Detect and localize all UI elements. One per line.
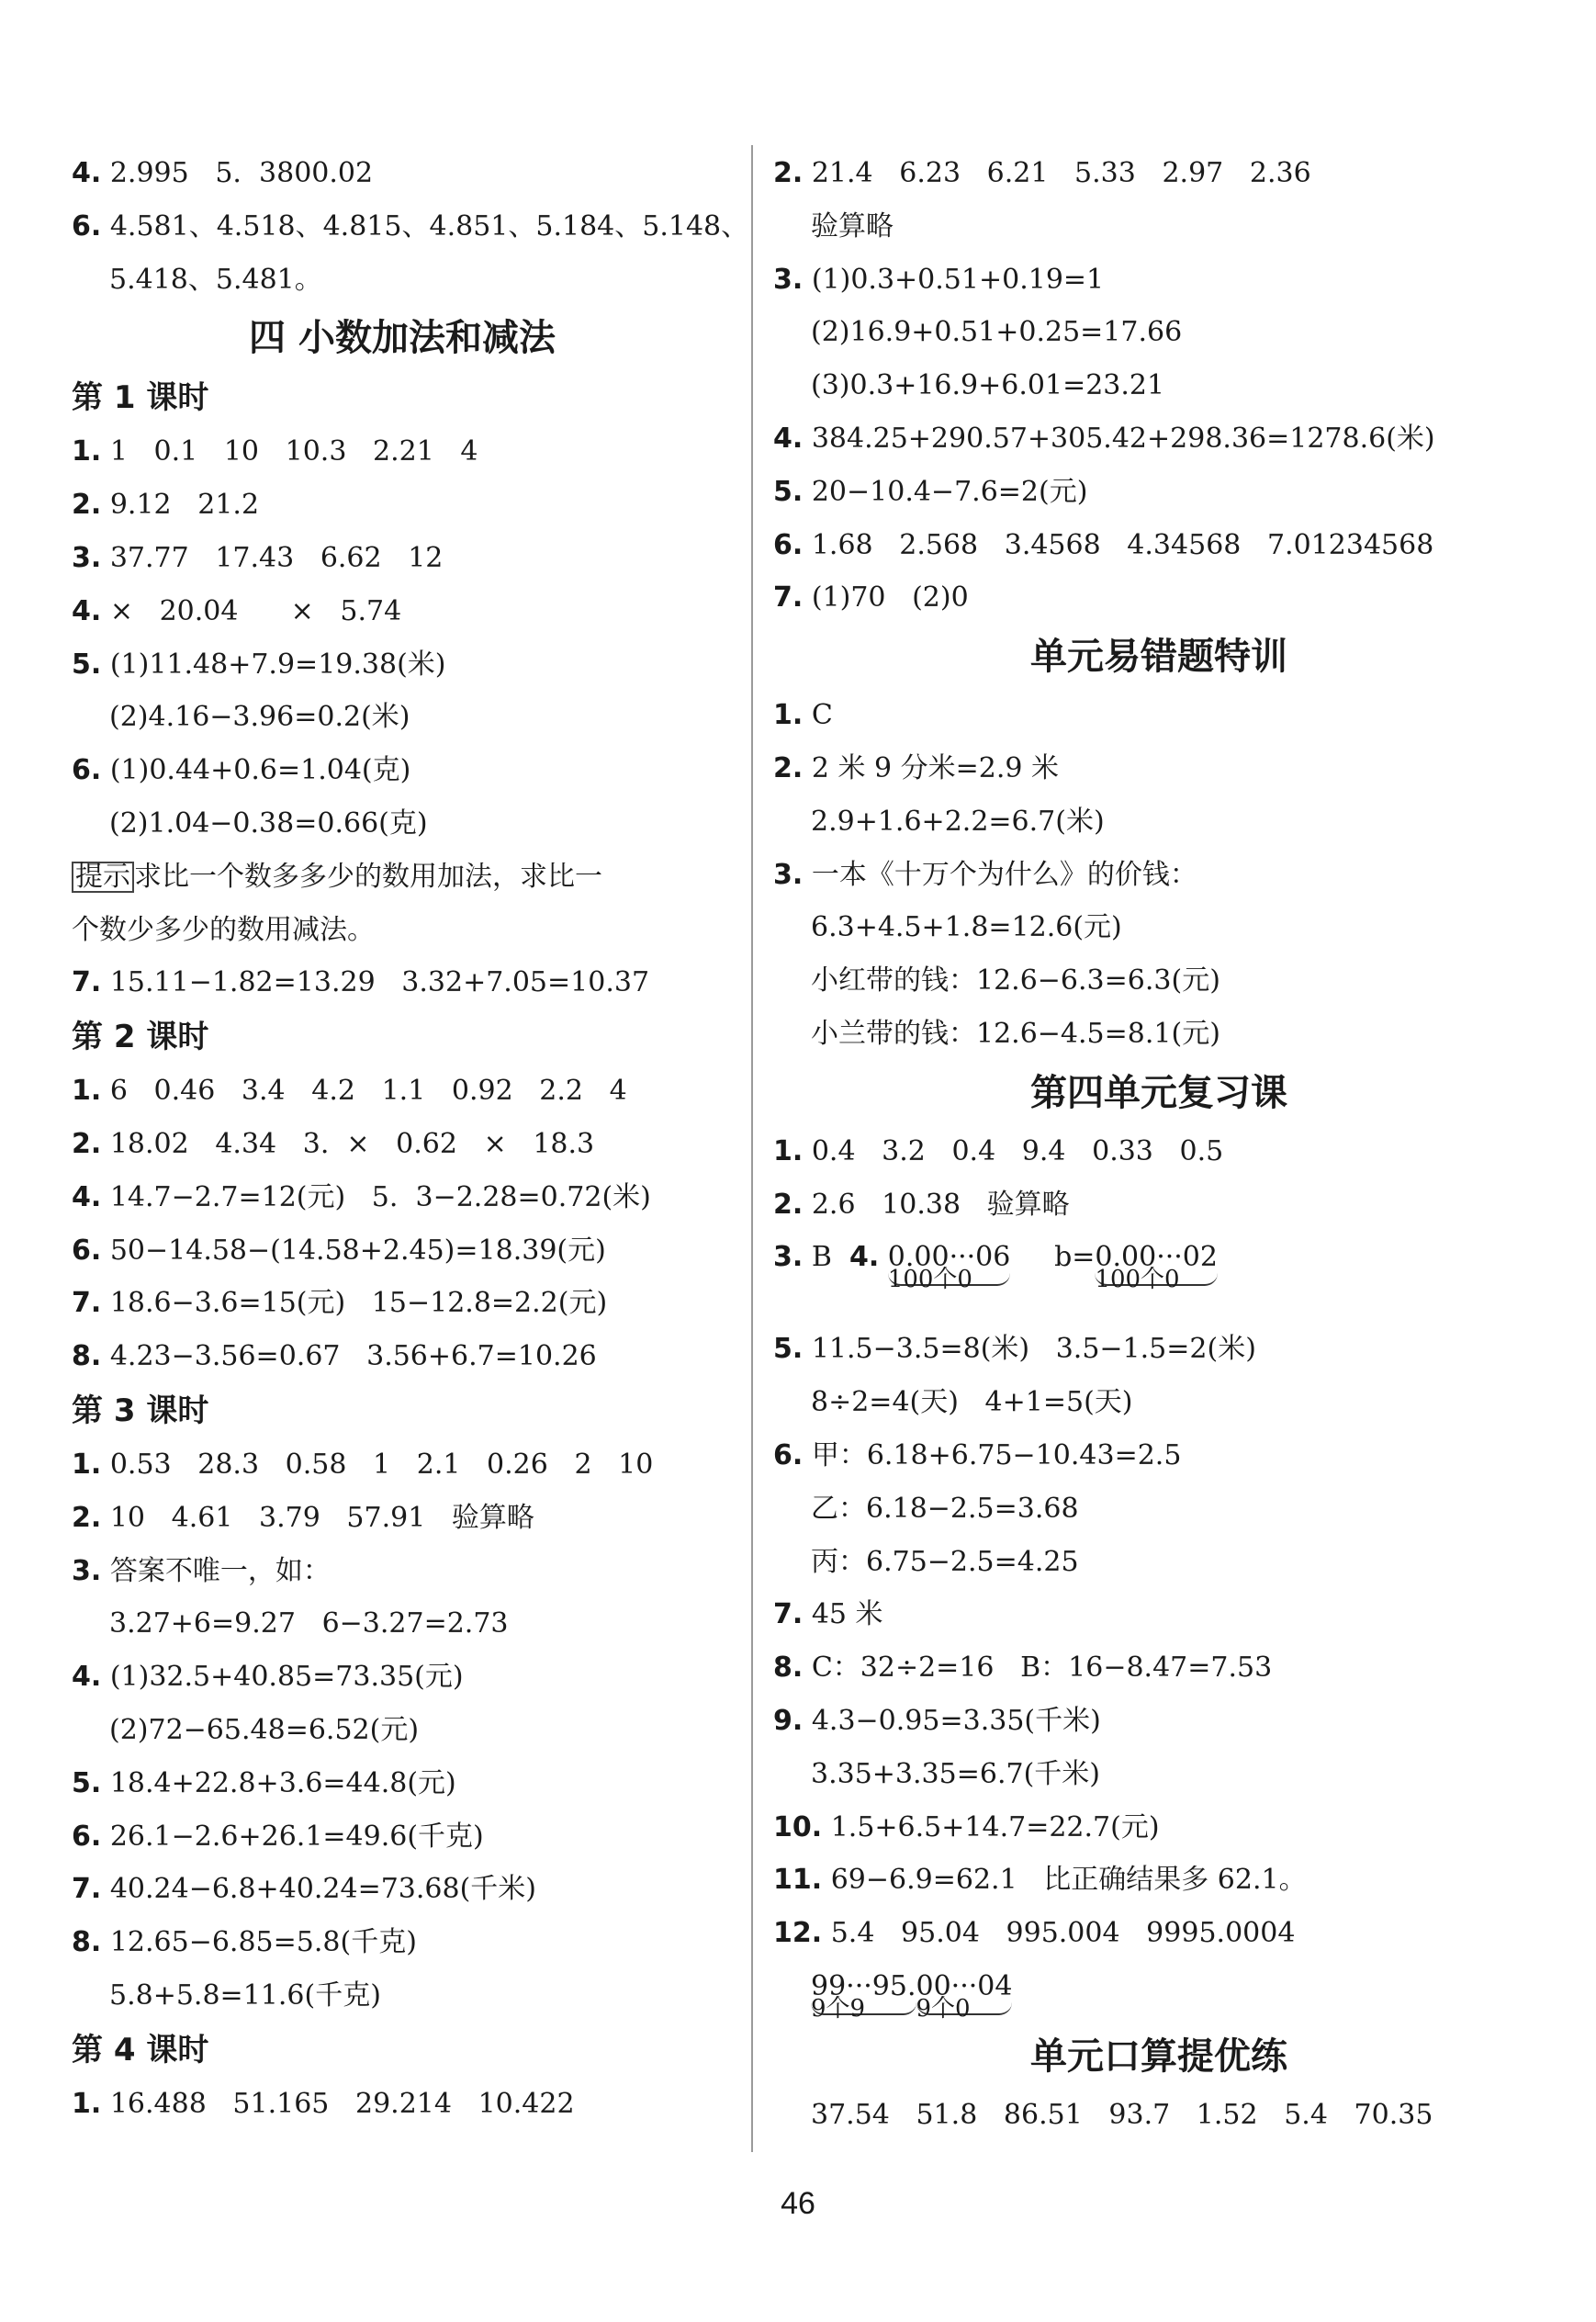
lesson-4-cont-line [773,359,1545,412]
prev-answers-line [72,147,733,200]
errors-line [773,689,1545,742]
item-number: 2. [72,1127,102,1160]
brace-value: 99···95. [811,1960,916,2015]
item-number: 8. [72,1340,102,1373]
item-text: (1)32.5+40.85=73.35(元) [109,1661,464,1694]
prev-answers-line [72,254,733,307]
review-section-title: 第四单元复习课 [1030,1071,1287,1114]
review-line [773,1376,1545,1429]
item-text: (1)0.44+0.6=1.04(克) [109,754,411,787]
lesson-3-title: 第 3 课时 [72,1392,209,1429]
lesson-4-title: 第 4 课时 [72,2031,209,2068]
item-text: 6.3+4.5+1.8=12.6(元) [811,911,1122,944]
item-text: 乙：6.18−2.5=3.68 [811,1492,1079,1525]
item-text: 0.53 28.3 0.58 1 2.1 0.26 2 10 [109,1448,654,1481]
column-divider [751,145,753,2152]
item-text: (2)72−65.48=6.52(元) [109,1713,420,1746]
review-line [773,1482,1545,1536]
lesson-4-cont-line [773,254,1545,307]
item-text: 2.6 10.38 验算略 [811,1188,1070,1221]
item-text: 9.12 21.2 [109,489,260,522]
item-number: 1. [72,1075,102,1108]
item-text: 小兰带的钱：12.6−4.5=8.1(元) [811,1017,1220,1050]
item-text: 答案不唯一，如： [109,1554,331,1587]
lesson-4-cont-line [773,412,1545,466]
brace-value: 0.00···02 [1095,1231,1218,1286]
lesson-1-line [72,532,733,585]
item-text: (1)70 (2)0 [811,581,969,614]
errors-section-title: 单元易错题特训 [1030,636,1287,679]
item-text: 40.24−6.8+40.24=73.68(千米) [109,1873,537,1906]
lesson-4-cont-line [773,519,1545,572]
item-text: 8÷2=4(天) 4+1=5(天) [811,1386,1133,1419]
lesson-1-line [72,479,733,532]
item-text: 甲：6.18+6.75−10.43=2.5 [811,1438,1182,1471]
item-number: 5. [72,1766,102,1799]
item-number: 12. [773,1917,823,1950]
lesson-4-cont-line [773,147,1545,200]
item-text: 验算略 [811,209,894,242]
review-line [773,1854,1545,1907]
lesson-4-cont-line [773,200,1545,254]
lesson-4-line [72,2078,733,2131]
item-number: 6. [72,209,102,242]
item-text: 26.1−2.6+26.1=49.6(千克) [109,1820,484,1853]
braced-number [811,1960,916,2023]
braced-number [887,1231,1011,1294]
lesson-3-line [72,1969,733,2023]
item-number: 2. [773,751,804,784]
left-column [72,147,749,2131]
lesson-2-line [72,1171,733,1224]
item-number: 8. [773,1651,804,1685]
review-line [773,1323,1545,1376]
braced-number [1095,1231,1218,1294]
item-text: 37.77 17.43 6.62 12 [109,541,444,574]
right-column [773,147,1545,2142]
item-text: 小红带的钱：12.6−6.3=6.3(元) [811,964,1220,998]
item-text: 2.9+1.6+2.2=6.7(米) [811,805,1105,838]
item-text: (2)1.04−0.38=0.66(克) [109,806,428,840]
item-text: 1.68 2.568 3.4568 4.34568 7.01234568 [811,528,1434,561]
lesson-1-line [72,797,733,851]
review-line [773,1748,1545,1801]
lesson-2-line [72,1118,733,1171]
item-text: 一本《十万个为什么》的价钱： [811,858,1197,891]
item-text: 3.35+3.35=6.7(千米) [811,1757,1100,1790]
item-text: 1.5+6.5+14.7=22.7(元) [830,1810,1160,1843]
item-text: 16.488 51.165 29.214 10.422 [109,2087,575,2120]
lesson-1-line [72,691,733,744]
review-line [773,1695,1545,1748]
braced-number [916,1960,1013,2023]
item-number: 11. [773,1864,823,1897]
item-text: 6 0.46 3.4 4.2 1.1 0.92 2.2 4 [109,1075,627,1108]
item-text: (2)16.9+0.51+0.25=17.66 [811,316,1183,349]
brace-label: 9个9 [811,1994,866,2023]
review-line [773,1536,1545,1589]
lesson-3-line [72,1545,733,1598]
brace-value: 0.00···06 [888,1231,1011,1286]
lesson-1-line [72,585,733,638]
lesson-4-cont-line [773,306,1545,359]
item-number: 5. [773,475,804,508]
review-line [773,1641,1545,1695]
item-number: 2. [773,1188,804,1221]
item-text: 50−14.58−(14.58+2.45)=18.39(元) [109,1234,606,1267]
errors-line [773,795,1545,849]
lesson-3-line [72,1757,733,1810]
item-number: 2. [773,157,804,189]
item-text: b= [1054,1241,1096,1274]
item-text: 5.418、5.481。 [109,263,322,296]
item-text: 3.27+6=9.27 6−3.27=2.73 [109,1607,509,1640]
item-number: 10. [773,1810,823,1843]
item-text: 18.6−3.6=15(元) 15−12.8=2.2(元) [109,1287,608,1320]
review-line [773,1588,1545,1641]
item-number: 4. [773,422,804,455]
item-text: (1)0.3+0.51+0.19=1 [811,263,1105,296]
lesson-2-line [72,1277,733,1330]
item-number: 1. [72,435,102,468]
hint-line [72,904,733,957]
item-number: 4. [72,594,102,627]
item-number: 7. [773,581,804,614]
lesson-2-line [72,1224,733,1278]
item-text: (3)0.3+16.9+6.01=23.21 [811,369,1165,402]
review-line [773,1231,1545,1323]
item-text: × 20.04 × 5.74 [109,594,402,627]
item-text: 11.5−3.5=8(米) 3.5−1.5=2(米) [811,1333,1256,1366]
item-number: 6. [773,1438,804,1471]
lesson-1-line [72,638,733,692]
item-number: 4. [72,1180,102,1213]
item-number: 7. [72,1873,102,1906]
item-text: (1)11.48+7.9=19.38(米) [109,648,446,681]
item-text: (2)4.16−3.96=0.2(米) [109,701,410,734]
item-text: 15.11−1.82=13.29 3.32+7.05=10.37 [109,966,650,999]
errors-line [773,901,1545,954]
item-text: 2 米 9 分米=2.9 米 [811,751,1059,784]
hint-line [72,851,733,904]
hint-tag: 提示 [72,862,134,893]
brace-label: 100个0 [887,1266,972,1294]
item-number: 1. [72,1448,102,1481]
item-text: C：32÷2=16 B：16−8.47=7.53 [811,1651,1273,1685]
lesson-2-line [72,1065,733,1118]
item-text: 0.4 3.2 0.4 9.4 0.33 0.5 [811,1134,1224,1167]
item-text: 14.7−2.7=12(元) 5. 3−2.28=0.72(米) [109,1180,651,1213]
lesson-3-line [72,1863,733,1916]
review-line [773,1125,1545,1178]
item-text: 4.23−3.56=0.67 3.56+6.7=10.26 [109,1340,597,1373]
item-text: 4.3−0.95=3.35(千米) [811,1704,1101,1737]
item-number: 7. [72,1287,102,1320]
lesson-2-title: 第 2 课时 [72,1019,209,1056]
item-text: 4.581、4.518、4.815、4.851、5.184、5.148、 [109,209,749,242]
oral-section-title: 单元口算提优练 [1030,2035,1287,2078]
item-number: 6. [773,528,804,561]
hint-text: 个数少多少的数用减法。 [72,913,375,946]
review-line [773,1907,1545,1960]
item-text: 5.8+5.8=11.6(千克) [109,1978,381,2012]
page-number: 46 [781,2186,815,2221]
item-number: 4. [72,157,102,189]
review-line [773,1178,1545,1232]
item-number: 2. [72,1501,102,1534]
item-number: 3. [773,1241,804,1274]
item-number: 1. [773,699,804,732]
errors-line [773,742,1545,795]
item-number: 3. [773,858,804,891]
review-line [773,1429,1545,1482]
item-text: C [811,699,833,732]
item-number: 4. [849,1241,880,1274]
errors-line [773,954,1545,1008]
errors-line [773,1008,1545,1061]
item-text: 69−6.9=62.1 比正确结果多 62.1。 [830,1864,1307,1897]
item-text: 18.02 4.34 3. × 0.62 × 18.3 [109,1127,595,1160]
item-text: 5.4 95.04 995.004 9995.0004 [830,1917,1296,1950]
item-text: 20−10.4−7.6=2(元) [811,475,1088,508]
lesson-3-line [72,1492,733,1545]
item-number: 2. [72,489,102,522]
item-number: 6. [72,1234,102,1267]
lesson-3-line [72,1916,733,1969]
lesson-3-line [72,1597,733,1651]
item-text: B [811,1241,832,1274]
lesson-3-line [72,1651,733,1704]
item-number: 7. [773,1598,804,1631]
unit-title: 四 小数加法和减法 [249,317,556,360]
item-text: 21.4 6.23 6.21 5.33 2.97 2.36 [811,157,1311,189]
lesson-4-cont-line [773,571,1545,625]
item-number: 3. [72,541,102,574]
lesson-1-line [72,744,733,797]
item-number: 4. [72,1661,102,1694]
item-number: 1. [773,1134,804,1167]
lesson-4-cont-line [773,466,1545,519]
lesson-3-line [72,1438,733,1492]
item-number: 6. [72,754,102,787]
item-number: 9. [773,1704,804,1737]
item-number: 7. [72,966,102,999]
item-text: 1 0.1 10 10.3 2.21 4 [109,435,478,468]
item-number: 5. [72,648,102,681]
errors-line [773,849,1545,902]
lesson-1-line [72,425,733,479]
item-text: 18.4+22.8+3.6=44.8(元) [109,1766,456,1799]
item-number: 8. [72,1926,102,1959]
item-text: 45 米 [811,1598,883,1631]
review-line [773,1960,1545,2024]
lesson-1-title: 第 1 课时 [72,379,209,417]
hint-text: 求比一个数多多少的数用加法，求比一 [134,860,602,893]
item-text: 丙：6.75−2.5=4.25 [811,1545,1079,1578]
brace-label: 100个0 [1095,1266,1180,1294]
item-text: 384.25+290.57+305.42+298.36=1278.6(米) [811,422,1435,455]
brace-value: 00···04 [916,1960,1013,2015]
item-number: 1. [72,2087,102,2120]
lesson-2-line [72,1330,733,1383]
lesson-3-line [72,1704,733,1757]
item-text: 37.54 51.8 86.51 93.7 1.52 5.4 70.35 [811,2098,1433,2131]
prev-answers-line [72,200,749,254]
brace-label: 9个0 [916,1994,971,2023]
item-number: 6. [72,1820,102,1853]
item-number: 5. [773,1333,804,1366]
item-text: 2.995 5. 3800.02 [109,157,374,189]
item-number: 3. [773,263,804,296]
item-text: 12.65−6.85=5.8(千克) [109,1926,417,1959]
oral-line [773,2089,1545,2142]
item-text: 10 4.61 3.79 57.91 验算略 [109,1501,534,1534]
item-number: 3. [72,1554,102,1587]
lesson-1-line [72,956,733,1009]
review-line [773,1801,1545,1854]
lesson-3-line [72,1810,733,1864]
